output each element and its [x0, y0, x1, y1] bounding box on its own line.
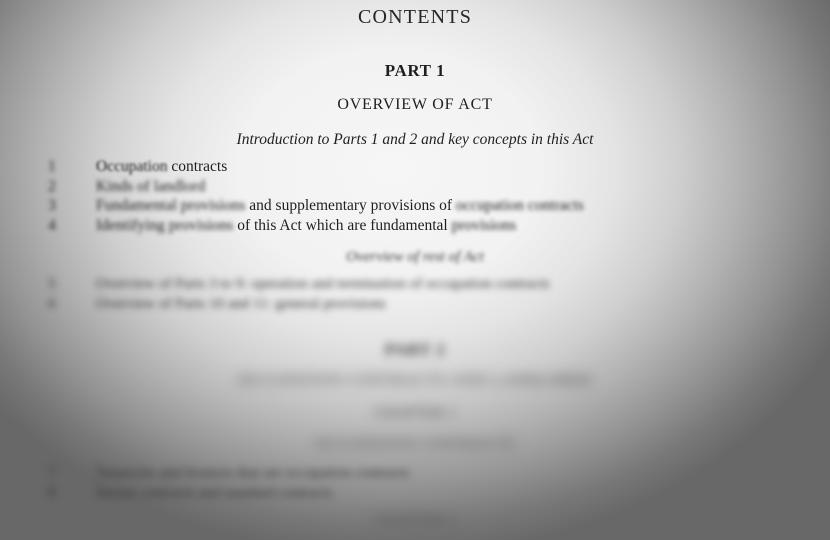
section-title-segment: Identifying provisions — [96, 216, 238, 234]
toc-entry — [0, 158, 830, 178]
section-list-1 — [0, 158, 830, 236]
section-title-segment: contracts — [171, 158, 228, 175]
section-title — [96, 217, 516, 235]
section-number: 8 — [48, 484, 56, 501]
section-title-segment: of this Act which are fundamental — [237, 216, 452, 234]
section-number: 3 — [48, 197, 56, 215]
part1-heading: PART 1 — [384, 61, 446, 80]
part1-title: OVERVIEW OF ACT — [337, 96, 493, 113]
rest-of-act-note: Overview of rest of Act — [346, 249, 484, 265]
section-title-segment: Occupation — [96, 158, 172, 175]
section-title-segment: provisions — [451, 216, 517, 234]
section-list-3 — [0, 465, 830, 504]
toc-entry — [0, 178, 830, 198]
section-title: Tenancies and licences that are occupation contracts — [96, 465, 409, 481]
section-list-2 — [0, 276, 830, 315]
section-title: Overview of Parts 3 to 9: operation and termination of occupation contracts — [96, 276, 550, 292]
section-title — [96, 178, 205, 196]
section-title-segment: Kinds of landlord — [96, 177, 206, 195]
section-title — [96, 158, 227, 176]
chapter1-heading: CHAPTER 1 — [373, 405, 457, 421]
section-number: 7 — [48, 465, 56, 481]
contents-title: CONTENTS — [357, 6, 473, 28]
section-title — [96, 197, 584, 215]
section-title-segment: occupation contracts — [455, 197, 584, 215]
toc-entry — [0, 465, 830, 485]
toc-entry — [0, 197, 830, 217]
chapter2-heading: CHAPTER 2 — [373, 512, 457, 528]
section-title: Secure contracts and standard contracts — [96, 484, 333, 501]
section-number: 1 — [48, 158, 56, 175]
section-title-segment: Fundamental provisions — [96, 197, 250, 215]
section-number: 2 — [48, 177, 56, 195]
section-number: 4 — [48, 216, 56, 234]
section-title: Overview of Parts 10 and 11: general provisions — [96, 295, 386, 312]
chapter1-title: OCCUPATION CONTRACTS — [314, 436, 516, 452]
part2-heading: PART 2 — [384, 340, 446, 359]
section-number: 6 — [48, 295, 56, 312]
section-title-segment: and supplementary provisions of — [249, 197, 456, 215]
toc-entry — [0, 217, 830, 237]
part2-title: OCCUPATION CONTRACTS AND LANDLORDS — [237, 372, 593, 389]
toc-entry — [0, 276, 830, 296]
toc-entry — [0, 485, 830, 505]
toc-entry — [0, 296, 830, 316]
part1-intro-note: Introduction to Parts 1 and 2 and key concepts in this Act — [236, 131, 594, 148]
section-number: 5 — [48, 276, 56, 292]
